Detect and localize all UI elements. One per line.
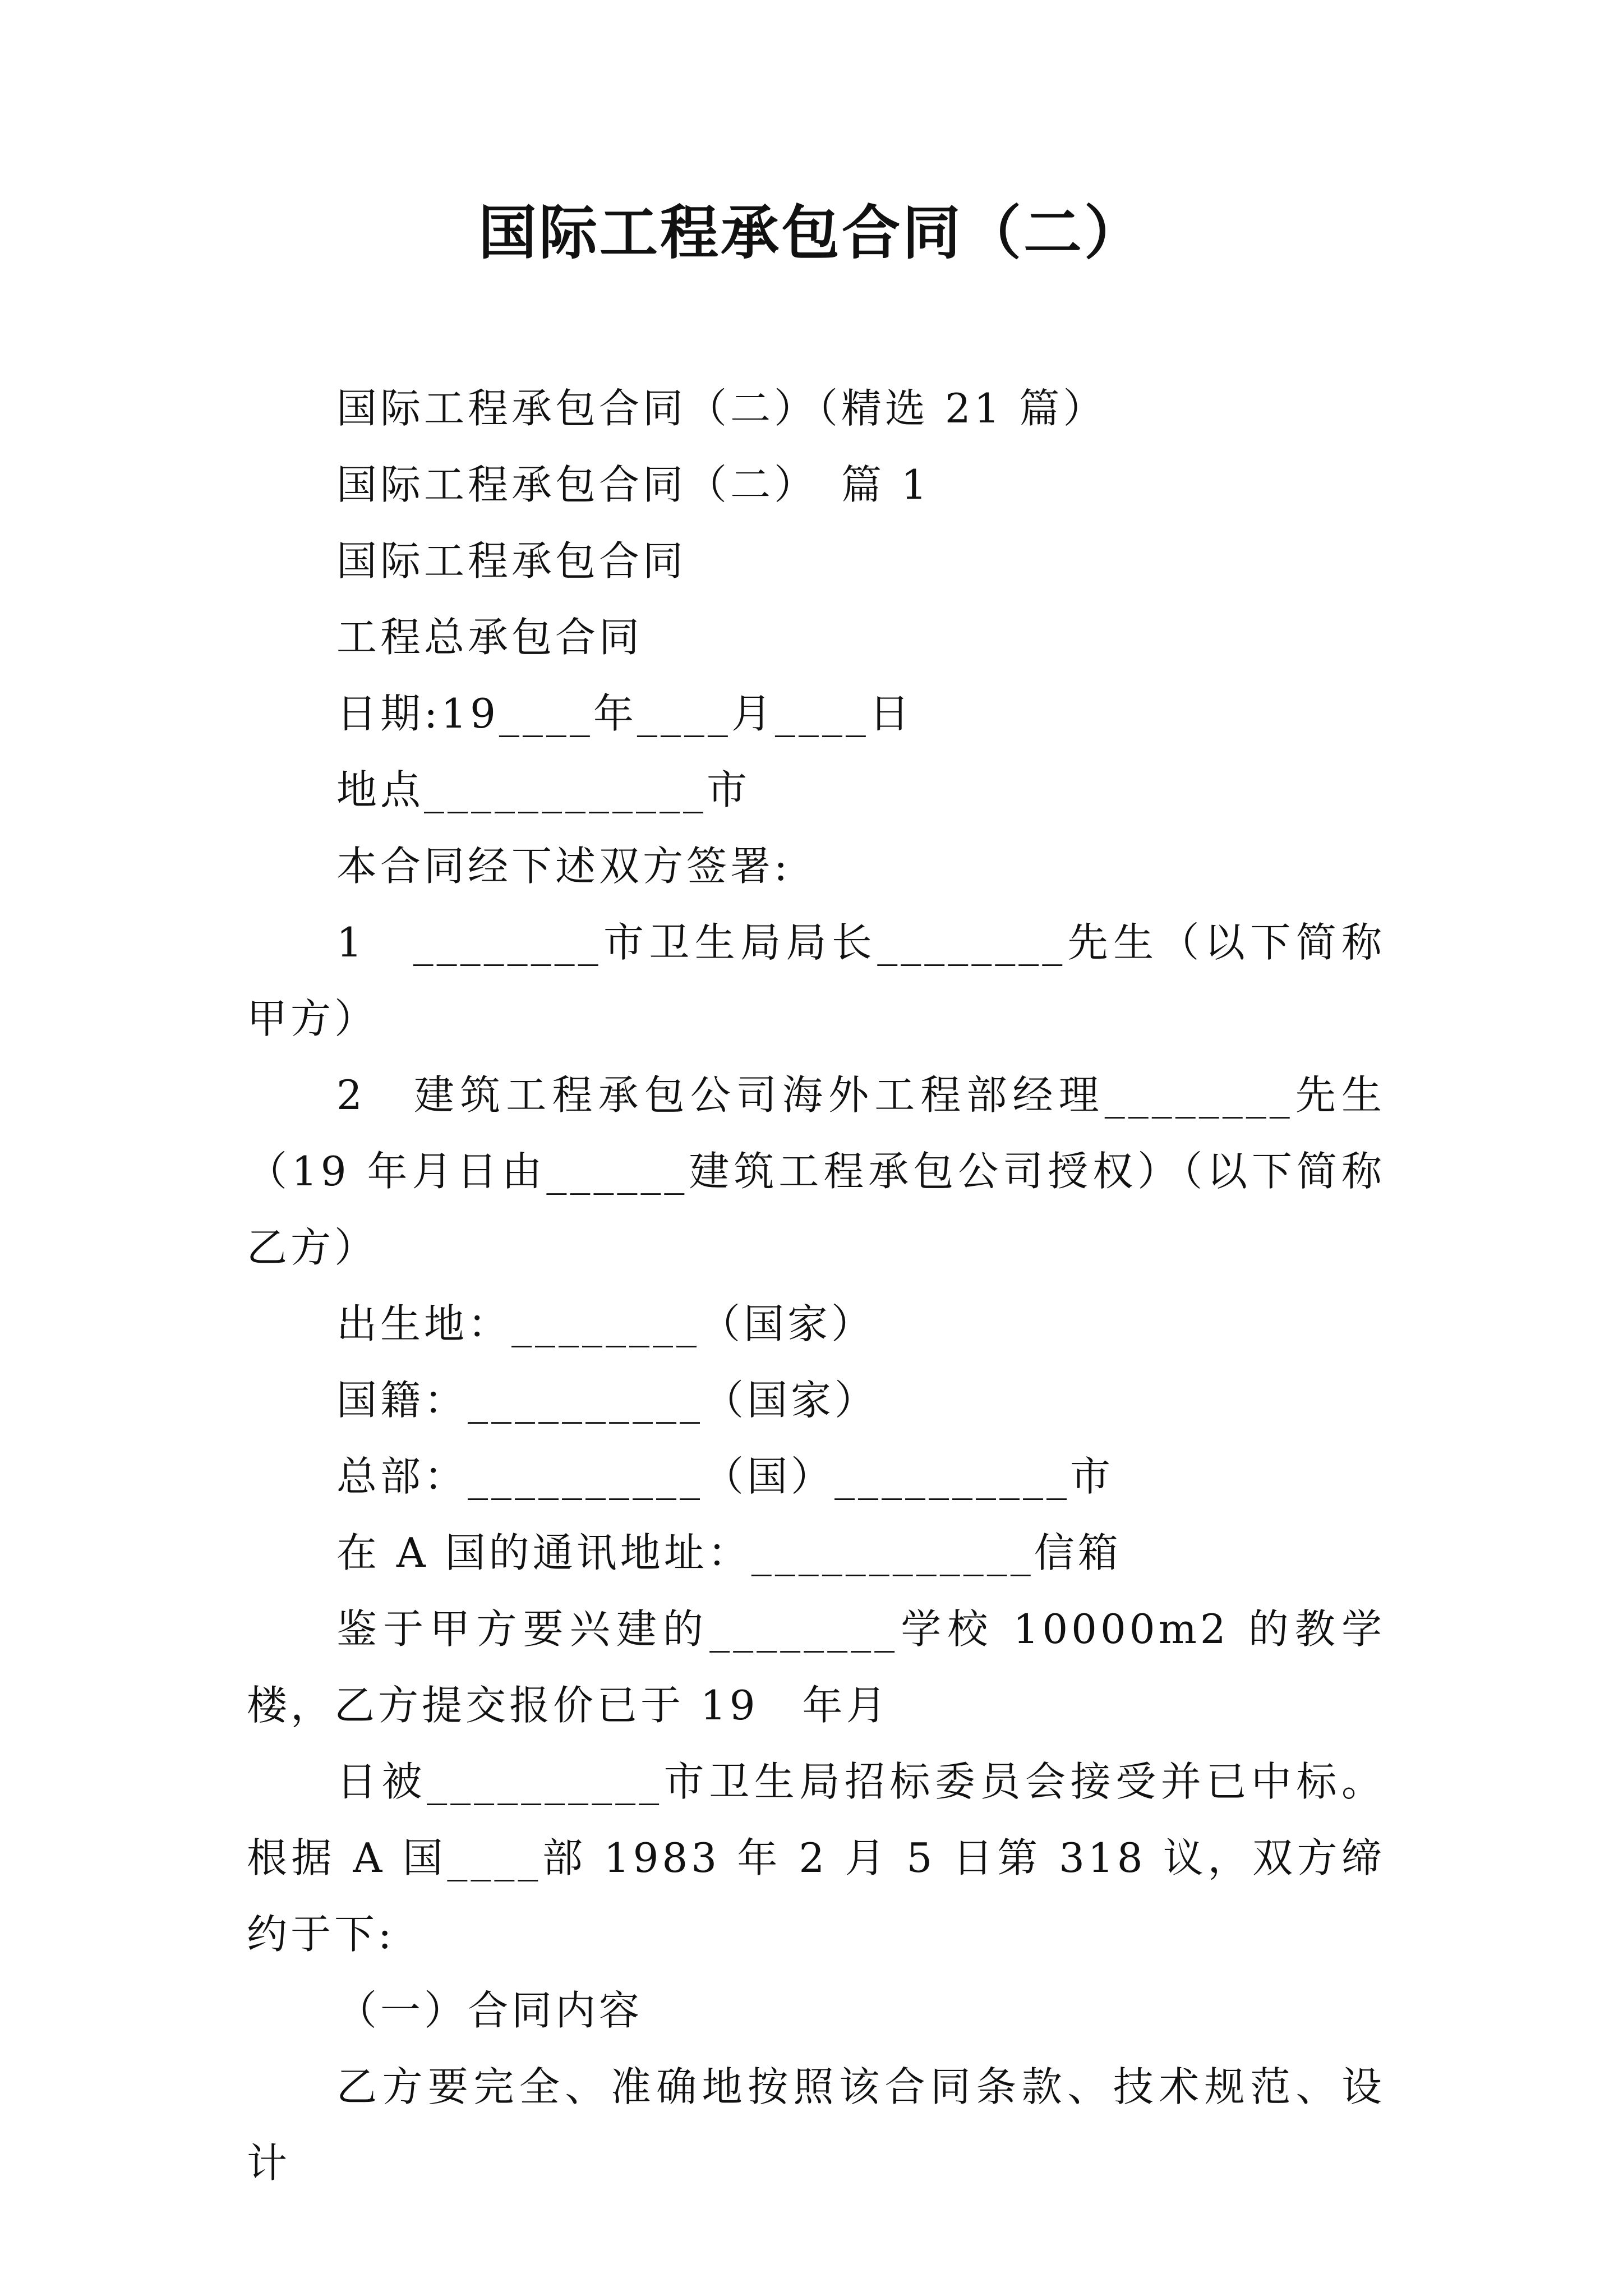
paragraph-clause-text: 乙方要完全、准确地按照该合同条款、技术规范、设计 — [247, 2063, 1385, 2187]
paragraph-nationality: 国籍：__________（国家） — [336, 1377, 879, 1424]
paragraph-signatories-intro: 本合同经下述双方签署: — [336, 843, 791, 890]
paragraph-birthplace: 出生地：________（国家） — [336, 1300, 875, 1347]
paragraph-party-b: 2 建筑工程承包公司海外工程部经理________先生（19 年月日由______建筑工程承包公司授权）（以下简称乙方） — [247, 1071, 1385, 1271]
paragraph-contract-type: 工程总承包合同 — [336, 614, 643, 661]
paragraph-headquarters: 总部：__________（国）__________市 — [336, 1453, 1114, 1500]
paragraph-section-heading: 国际工程承包合同（二） 篇 1 — [336, 461, 930, 508]
paragraph-subtitle: 国际工程承包合同（二）（精选 21 篇） — [336, 385, 1107, 432]
document-body — [247, 370, 1385, 2201]
document-title: 国际工程承包合同（二） — [478, 198, 1145, 267]
paragraph-location: 地点____________市 — [336, 766, 751, 813]
paragraph-clause-heading: （一）合同内容 — [336, 1987, 643, 2034]
paragraph-date: 日期:19____年____月____日 — [336, 690, 913, 737]
paragraph-whereas: 鉴于甲方要兴建的________学校 10000m2 的教学楼，乙方提交报价已于 19 年月 — [247, 1605, 1385, 1729]
paragraph-party-a: 1 ________市卫生局局长________先生（以下简称甲方） — [247, 919, 1385, 1042]
paragraph-contract-name: 国际工程承包合同 — [336, 537, 687, 585]
paragraph-address: 在 A 国的通讯地址：____________信箱 — [336, 1529, 1122, 1576]
paragraph-accepted: 日被__________市卫生局招标委员会接受并已中标。根据 A 国____部 1983 年 2 月 5 日第 318 议，双方缔约于下: — [247, 1758, 1385, 1958]
